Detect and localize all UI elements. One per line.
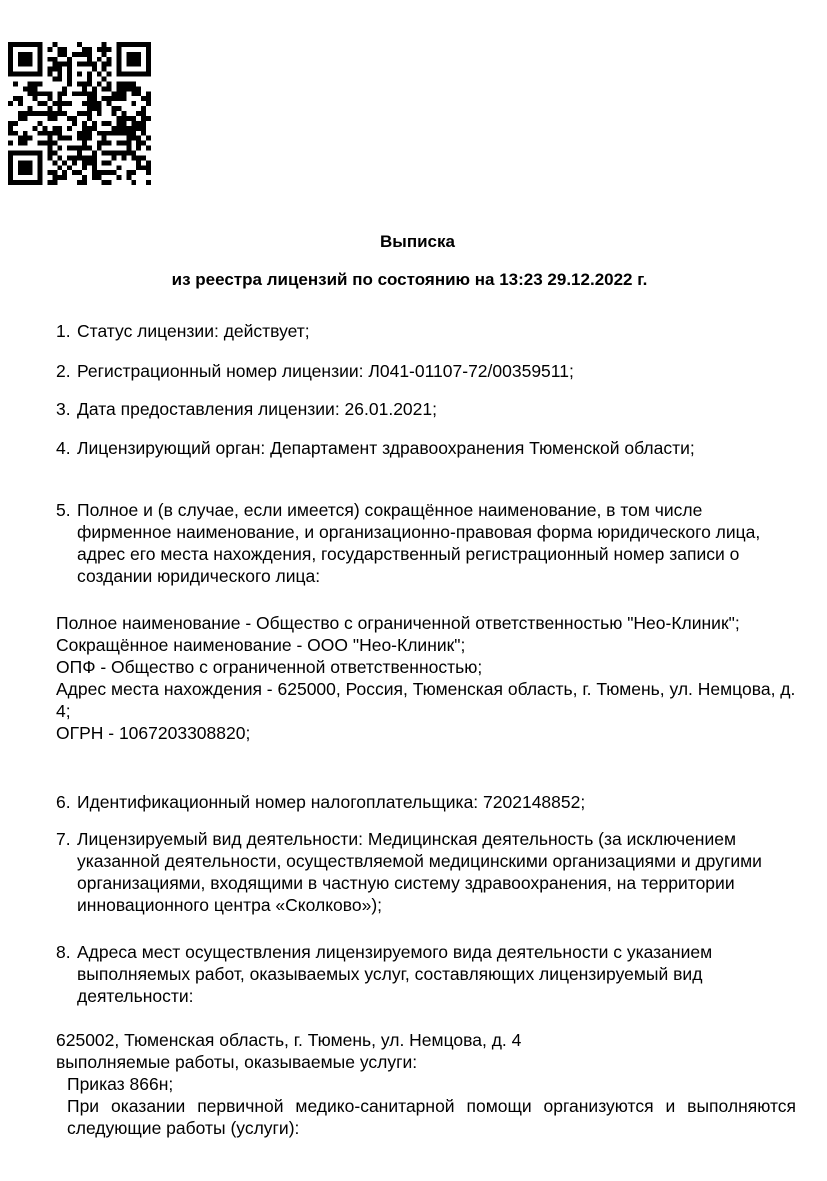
item-text: Лицензируемый вид деятельности: Медицинская деятельность (за исключением указанной деятельности, осуществляемой медицинскими организациями и другими организациями, входящими в частную систему здравоохранения, на территории инновационного центра «Сколково»); [77, 829, 762, 915]
org-opf: ОПФ - Общество с ограниченной ответственностью; [56, 657, 483, 677]
document-title: Выписка [380, 232, 455, 251]
list-item [56, 499, 796, 587]
item-number: 8. [56, 942, 71, 962]
activity-address-section [56, 1029, 796, 1139]
item-text: Статус лицензии: действует; [77, 321, 310, 341]
org-full-name: Полное наименование - Общество с ограниченной ответственностью "Нео-Клиник"; [56, 613, 740, 633]
list-item [56, 398, 796, 420]
org-ogrn: ОГРН - 1067203308820; [56, 723, 251, 743]
activity-address: 625002, Тюменская область, г. Тюмень, ул. Немцова, д. 4 [56, 1030, 522, 1050]
item-text: Дата предоставления лицензии: 26.01.2021; [77, 399, 437, 419]
item-number: 5. [56, 500, 71, 520]
qr-code [8, 42, 151, 185]
item-number: 4. [56, 438, 71, 458]
list-item [56, 828, 796, 916]
item-number: 2. [56, 361, 71, 381]
order-reference: Приказ 866н; [67, 1074, 174, 1094]
item-text: Идентификационный номер налогоплательщика: 7202148852; [77, 792, 586, 812]
item-text: Регистрационный номер лицензии: Л041-01107-72/00359511; [77, 361, 574, 381]
list-item [56, 941, 796, 1007]
list-item [56, 320, 796, 342]
item-number: 6. [56, 792, 71, 812]
organization-details [56, 612, 796, 744]
services-note: При оказании первичной медико-санитарной помощи организуются и выполняются следующие работы (услуги): [67, 1096, 796, 1138]
item-text: Полное и (в случае, если имеется) сокращённое наименование, в том числе фирменное наименование, и организационно-правовая форма юридического лица, адрес его места нахождения, государственный регистрационный номер записи о создании юридического лица: [77, 500, 761, 586]
list-item [56, 360, 796, 382]
list-item [56, 791, 796, 813]
item-text: Лицензирующий орган: Департамент здравоохранения Тюменской области; [77, 438, 695, 458]
document-subtitle: из реестра лицензий по состоянию на 13:23 29.12.2022 г. [171, 270, 648, 289]
org-address: Адрес места нахождения - 625000, Россия, Тюменская область, г. Тюмень, ул. Немцова, д. 4; [56, 679, 796, 721]
org-short-name: Сокращённое наименование - ООО "Нео-Клиник"; [56, 635, 466, 655]
item-text: Адреса мест осуществления лицензируемого вида деятельности с указанием выполняемых работ, оказываемых услуг, составляющих лицензируемый вид деятельности: [77, 942, 713, 1006]
list-item [56, 437, 796, 459]
item-number: 1. [56, 321, 71, 341]
works-label: выполняемые работы, оказываемые услуги: [56, 1052, 418, 1072]
item-number: 3. [56, 399, 71, 419]
item-number: 7. [56, 829, 71, 849]
